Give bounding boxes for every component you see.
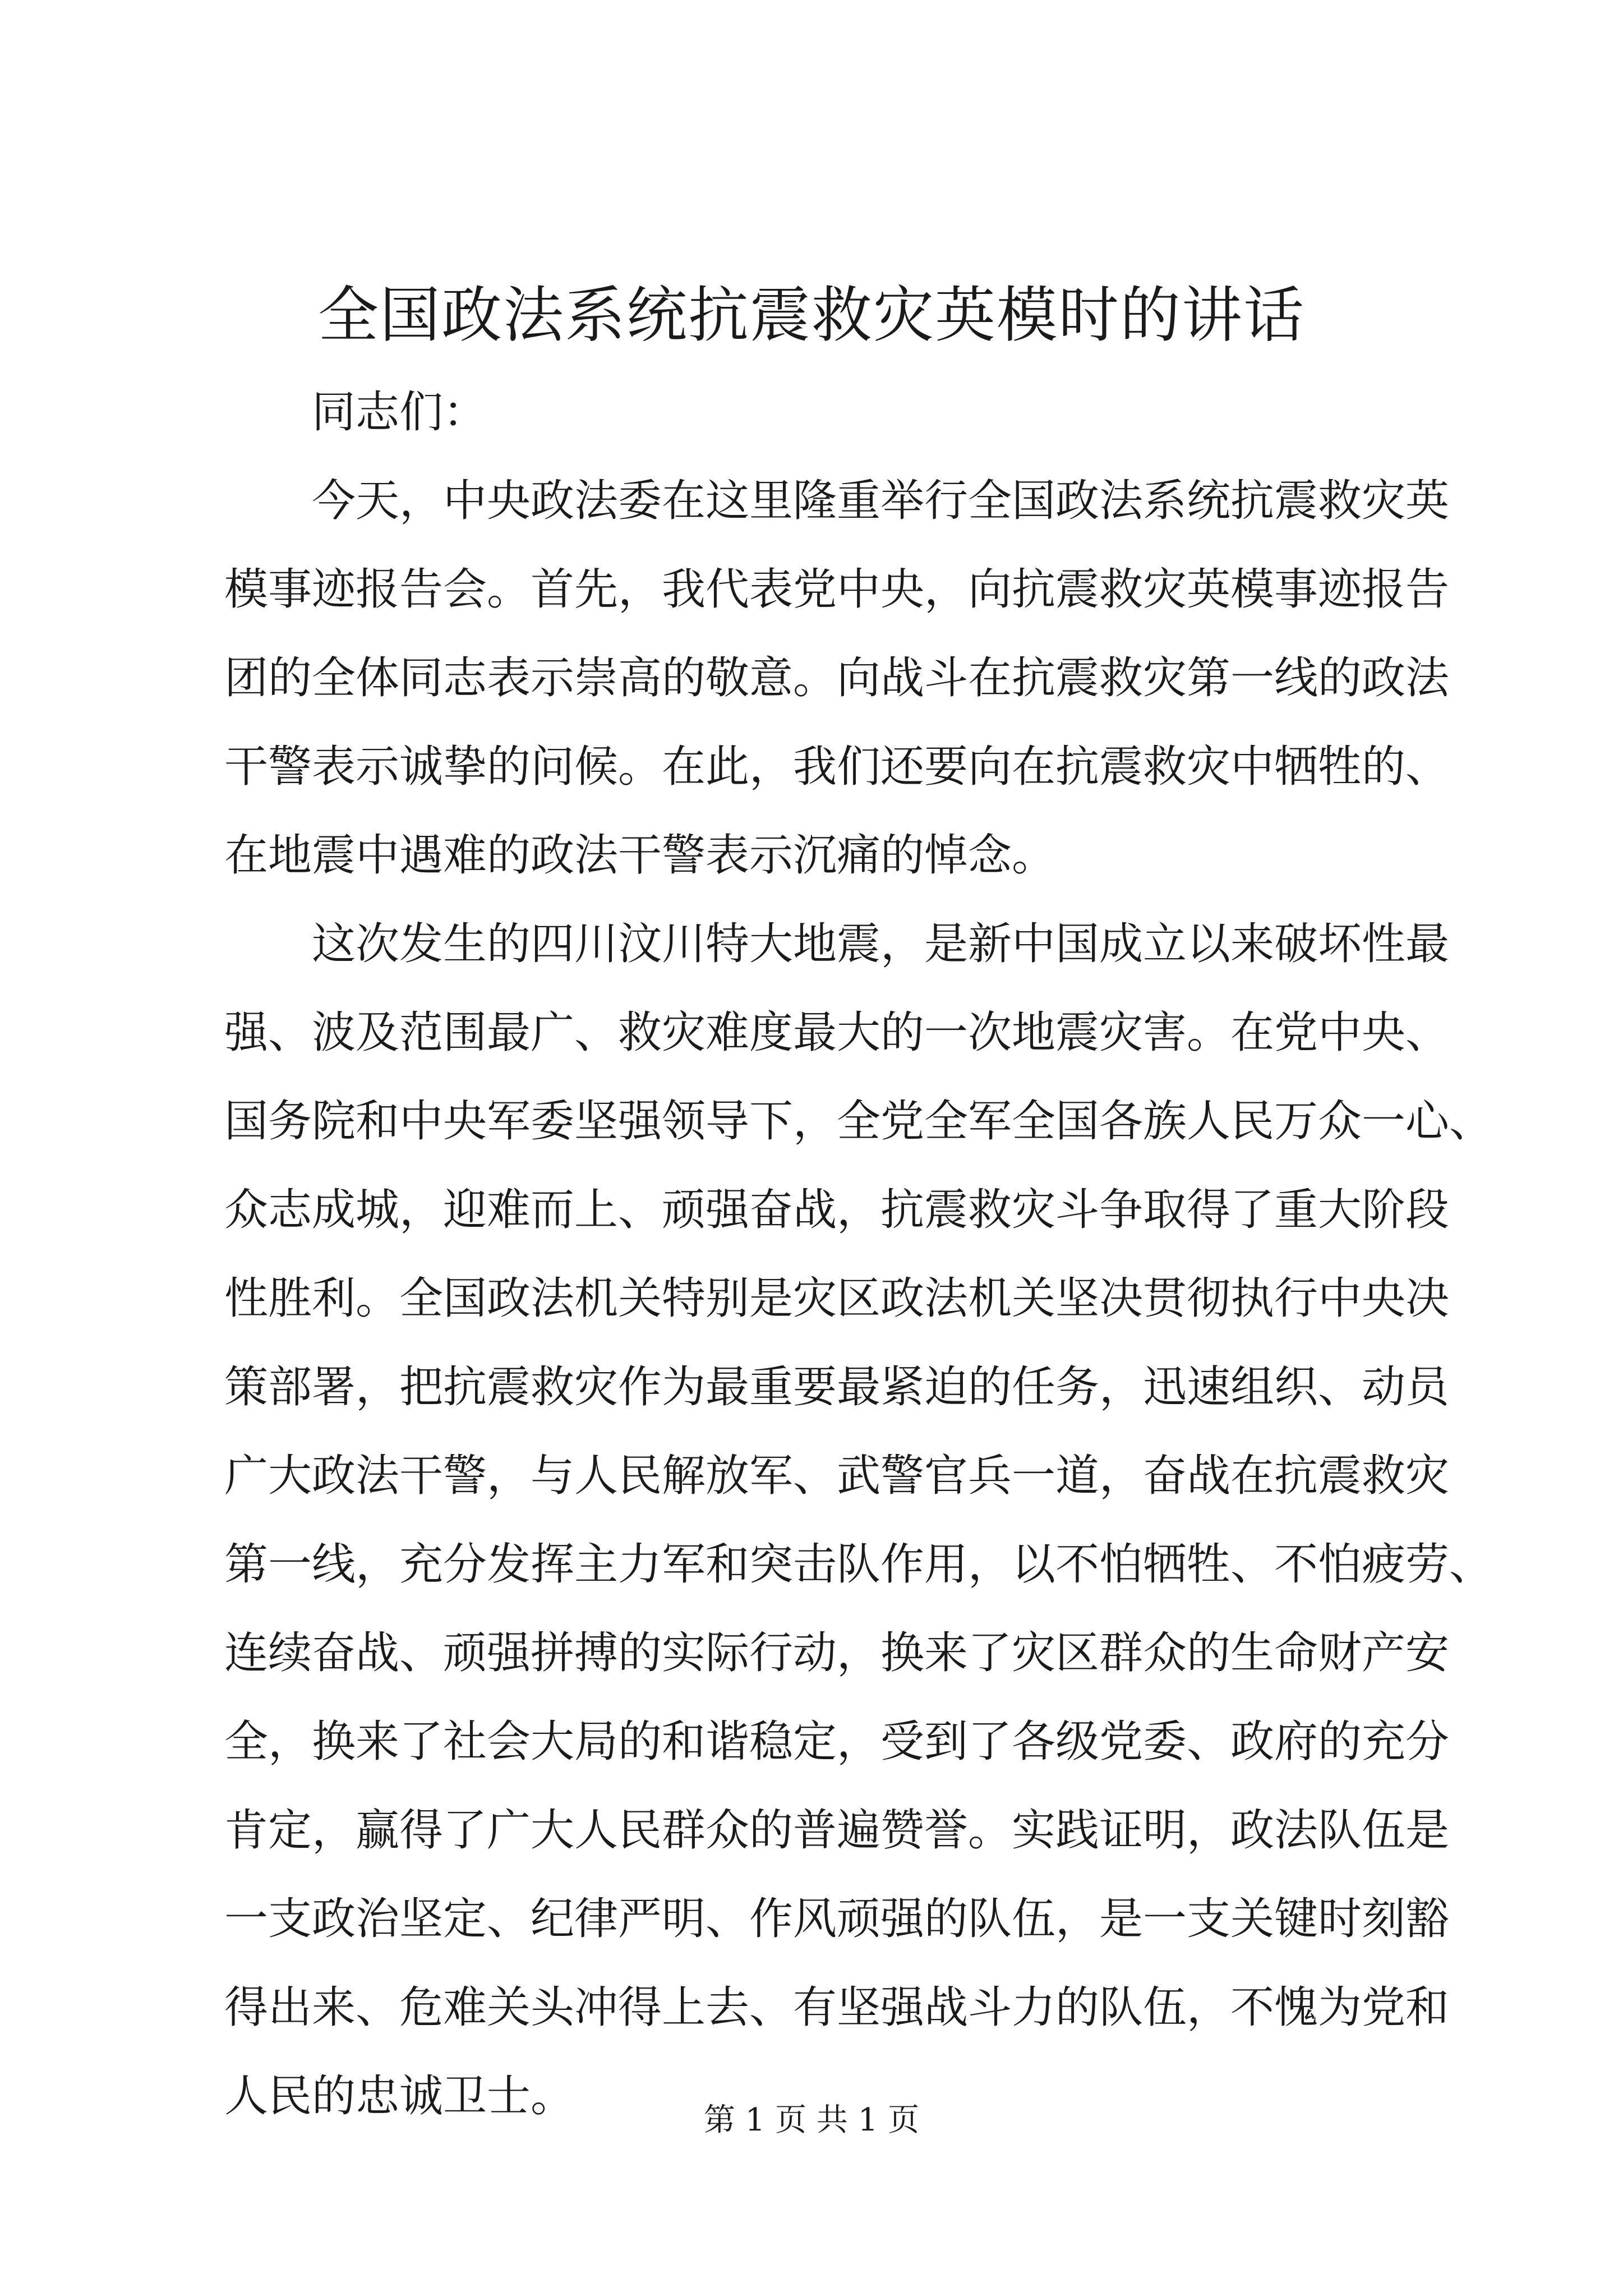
paragraph-line: 得出来、危难关头冲得上去、有坚强战斗力的队伍，不愧为党和 (224, 1982, 1450, 2033)
document-body (224, 368, 1493, 2141)
salutation: 同志们： (312, 387, 487, 438)
paragraph-line: 策部署，把抗震救灾作为最重要最紧迫的任务，迅速组织、动员 (224, 1362, 1450, 1412)
paragraph-line: 肯定，赢得了广大人民群众的普遍赞誉。实践证明，政法队伍是 (224, 1805, 1450, 1856)
document-title: 全国政法系统抗震救灾英模时的讲话 (317, 280, 1305, 351)
paragraph-line: 今天，中央政法委在这里隆重举行全国政法系统抗震救灾英 (312, 476, 1450, 526)
paragraph-line: 干警表示诚挚的问候。在此，我们还要向在抗震救灾中牺牲的、 (224, 742, 1450, 792)
paragraph-line: 全，换来了社会大局的和谐稳定，受到了各级党委、政府的充分 (224, 1717, 1450, 1767)
paragraph-1 (224, 457, 1450, 900)
paragraph-2 (224, 900, 1493, 2141)
paragraph-line: 强、波及范围最广、救灾难度最大的一次地震灾害。在党中央、 (224, 1007, 1450, 1058)
paragraph-line: 团的全体同志表示崇高的敬意。向战斗在抗震救灾第一线的政法 (224, 653, 1450, 703)
paragraph-line: 连续奋战、顽强拼搏的实际行动，换来了灾区群众的生命财产安 (224, 1628, 1450, 1678)
paragraph-line: 第一线，充分发挥主力军和突击队作用，以不怕牺牲、不怕疲劳、 (224, 1539, 1493, 1590)
paragraph-line: 国务院和中央军委坚强领导下，全党全军全国各族人民万众一心、 (224, 1096, 1493, 1147)
paragraph-line: 一支政治坚定、纪律严明、作风顽强的队伍，是一支关键时刻豁 (224, 1894, 1450, 1944)
paragraph-line: 模事迹报告会。首先，我代表党中央，向抗震救灾英模事迹报告 (224, 564, 1450, 615)
paragraph-line: 这次发生的四川汶川特大地震，是新中国成立以来破坏性最 (312, 919, 1450, 969)
paragraph-line: 众志成城，迎难而上、顽强奋战，抗震救灾斗争取得了重大阶段 (224, 1185, 1450, 1235)
page-number: 第 1 页 共 1 页 (703, 2102, 920, 2138)
paragraph-line: 人民的忠诚卫士。 (224, 2071, 575, 2122)
paragraph-line: 性胜利。全国政法机关特别是灾区政法机关坚决贯彻执行中央决 (224, 1273, 1450, 1324)
paragraph-line: 在地震中遇难的政法干警表示沉痛的悼念。 (224, 830, 1056, 881)
paragraph-line: 广大政法干警，与人民解放军、武警官兵一道，奋战在抗震救灾 (224, 1451, 1450, 1501)
